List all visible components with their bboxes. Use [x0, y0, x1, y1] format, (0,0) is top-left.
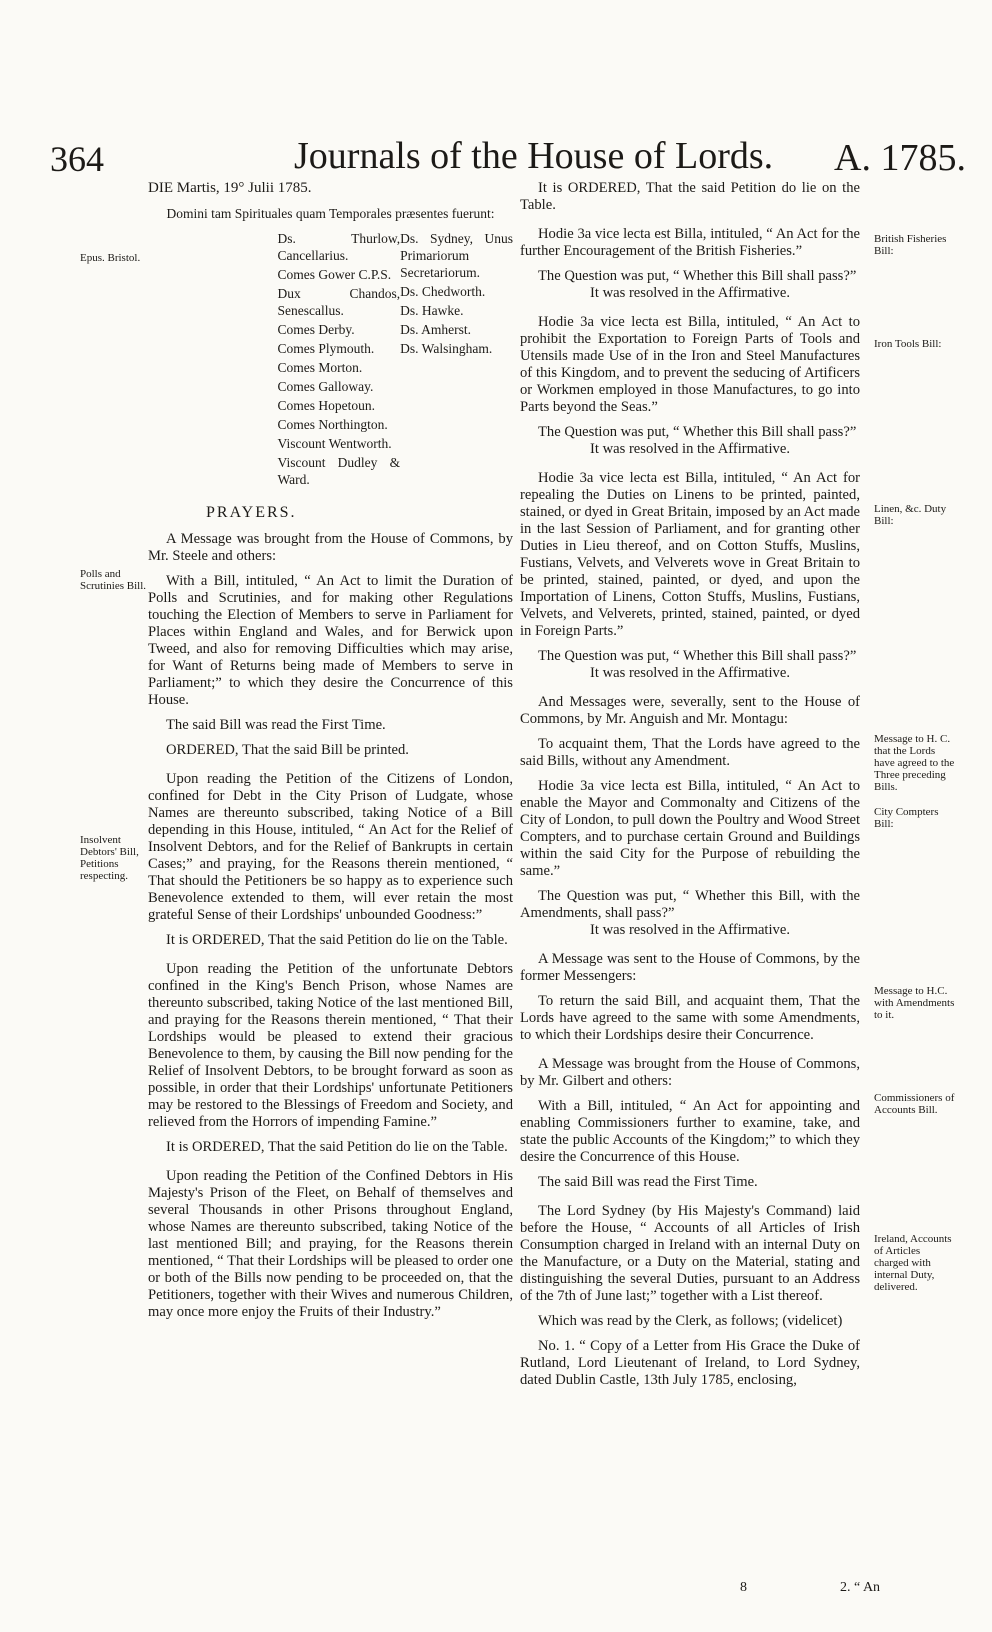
present-col-1: Ds. Thurlow, Cancellarius. Comes Gower C.P.S. Dux Chandos, Senescallus. Comes Derby. Comes Plymouth. Comes Morton. Comes Galloway. Comes Hopetoun. Comes Northington. Viscount Wentworth. Viscount Dudley & Ward. [277, 231, 401, 487]
paragraph: Upon reading the Petition of the unfortunate Debtors confined in the King's Bench Prison, whose Names are thereunto subscribed, taking Notice of the last mentioned Bill, and praying for the Reasons therein mentioned, “ That their Lordships would be pleased to extend their gracious Benevolence to them, by causing the Bill now pending for the Relief of Insolvent Debtors, to be brought forward as soon as possible, in order that their Lordships' unfortunate Petitioners may be restored to the Blessings of Freedom and Society, and relieved from the Horrors of impending Famine.” [148, 961, 513, 1130]
paragraph: And Messages were, severally, sent to the House of Commons, by Mr. Anguish and Mr. Montagu: [520, 694, 860, 727]
page-year: A. 1785. [834, 137, 966, 179]
paragraph: It is ORDERED, That the said Petition do lie on the Table. [520, 180, 860, 213]
paragraph: Hodie 3a vice lecta est Billa, intituled, “ An Act for repealing the Duties on Linens to be printed, painted, stained, or dyed in Great Britain, imposed by an Act made in the last Session of Parliament, and for granting other Duties in Lieu thereof, and on Cotton Stuffs, Muslins, Fustians, Velvets, and Velverets wove in Great Britain to be printed, stained, painted, or dyed, and upon the Importation of Linens, Cotton Stuffs, Muslins, Fustians, Velvets, and Velverets, printed, stained, painted, or dyed in Foreign Parts.” [520, 470, 860, 639]
sitting-date: DIE Martis, 19° Julii 1785. [148, 180, 312, 196]
paragraph: The Question was put, “ Whether this Bill shall pass?” [538, 424, 857, 440]
margin-note: City Compters Bill: [874, 806, 939, 830]
paragraph: To return the said Bill, and acquaint them, That the Lords have agreed to the same with some Amendments, to which their Lordships desire their Concurrence. [520, 993, 860, 1043]
signature-mark: 8 [740, 1580, 747, 1595]
paragraph: The Question was put, “ Whether this Bill shall pass?” [538, 268, 857, 284]
paragraph: The said Bill was read the First Time. [538, 1174, 758, 1190]
paragraph: It was resolved in the Affirmative. [590, 441, 790, 457]
paragraph: No. 1. “ Copy of a Letter from His Grace the Duke of Rutland, Lord Lieutenant of Ireland, to Lord Sydney, dated Dublin Castle, 13th July 1785, enclosing, [520, 1338, 860, 1388]
margin-note: Epus. Bristol. [80, 252, 141, 264]
paragraph: It was resolved in the Affirmative. [590, 285, 790, 301]
paragraph: It is ORDERED, That the said Petition do lie on the Table. [166, 1139, 508, 1155]
paragraph: Hodie 3a vice lecta est Billa, intituled, “ An Act to prohibit the Exportation to Foreign Parts of Tools and Utensils made Use of in the Iron and Steel Manufactures of this Kingdom, and to prevent the seducing of Artificers or Workmen employed in those Manufactures, to go into Parts beyond the Seas.” [520, 314, 860, 415]
paragraph: It is ORDERED, That the said Petition do lie on the Table. [166, 932, 508, 948]
prayers-heading: PRAYERS. [206, 504, 297, 521]
paragraph: The Lord Sydney (by His Majesty's Command) laid before the House, “ Accounts of all Articles of Irish Consumption charged in Ireland with an internal Duty on the Manufacture, or a Duty on the Material, stating and distinguishing the several Duties, pursuant to an Address of the 7th of June last;” together with a List thereof. [520, 1203, 860, 1304]
paragraph: Hodie 3a vice lecta est Billa, intituled, “ An Act for the further Encouragement of the British Fisheries.” [520, 226, 860, 259]
right-column [520, 180, 860, 1397]
margin-note: British Fisheries Bill: [874, 233, 947, 257]
margin-note: Message to H.C. with Amendments to it. [874, 985, 955, 1021]
left-column [148, 180, 513, 1329]
paragraph: A Message was sent to the House of Commons, by the former Messengers: [520, 951, 860, 984]
paragraph: The Question was put, “ Whether this Bill, with the Amendments, shall pass?” [520, 888, 860, 921]
page-title: Journals of the House of Lords. [294, 135, 774, 177]
paragraph: With a Bill, intituled, “ An Act for appointing and enabling Commissioners further to examine, take, and state the public Accounts of the Kingdom;” to which they desire the Concurrence of this House. [520, 1098, 860, 1165]
present-heading: Domini tam Spirituales quam Temporales præsentes fuerunt: [166, 206, 495, 221]
paragraph: Upon reading the Petition of the Confined Debtors in His Majesty's Prison of the Fleet, on Behalf of themselves and several Thousands in other Prisons throughout England, whose Names are thereunto subscribed, taking Notice of the last mentioned Bill; and praying, for the Reasons therein mentioned, “ That their Lordships will be pleased to order one or both of the Bills now pending to be proceeded on, that the Petitioners, together with their Wives and numerous Children, may once more enjoy the Fruits of their Industry.” [148, 1168, 513, 1320]
present-list [148, 230, 513, 490]
margin-note: Message to H. C. that the Lords have agreed to the Three preceding Bills. [874, 733, 955, 793]
margin-note: Commissioners of Accounts Bill. [874, 1092, 955, 1116]
present-col-2: Ds. Sydney, Unus Primariorum Secretariorum. Ds. Chedworth. Ds. Hawke. Ds. Amherst. Ds. Walsingham. [400, 231, 513, 356]
paragraph: The said Bill was read the First Time. [166, 717, 386, 733]
paragraph: With a Bill, intituled, “ An Act to limit the Duration of Polls and Scrutinies, and for making other Regulations touching the Election of Members to serve in Parliament for Places within England and Wales, and for Berwick upon Tweed, and also for removing Difficulties which may arise, for Want of Returns being made of Members to serve in Parliament;” to which they desire the Concurrence of this House. [148, 573, 513, 708]
margin-note: Polls and Scrutinies Bill. [80, 568, 146, 592]
paragraph: Upon reading the Petition of the Citizens of London, confined for Debt in the City Prison of Ludgate, whose Names are thereunto subscribed, taking Notice of a Bill depending in this House, intituled, “ An Act for the Relief of Insolvent Debtors, and for the Relief of Bankrupts in certain Cases;” and praying, for the Reasons therein mentioned, “ That should the Petitioners be so happy as to experience such Benevolence extended to them, will ever retain the most grateful Sense of their Lordships' unbounded Goodness:” [148, 771, 513, 923]
margin-note: Ireland, Accounts of Articles charged with internal Duty, delivered. [874, 1233, 952, 1293]
paragraph: A Message was brought from the House of Commons, by Mr. Steele and others: [148, 531, 513, 564]
paragraph: A Message was brought from the House of Commons, by Mr. Gilbert and others: [520, 1056, 860, 1089]
paragraph: To acquaint them, That the Lords have agreed to the said Bills, without any Amendment. [520, 736, 860, 769]
paragraph: It was resolved in the Affirmative. [590, 922, 790, 938]
page-number: 364 [50, 139, 104, 179]
paragraph: Which was read by the Clerk, as follows; (videlicet) [538, 1313, 843, 1329]
margin-note: Linen, &c. Duty Bill: [874, 503, 947, 527]
margin-note: Insolvent Debtors' Bill, Petitions respecting. [80, 834, 139, 882]
margin-note: Iron Tools Bill: [874, 338, 942, 350]
paragraph: The Question was put, “ Whether this Bill shall pass?” [538, 648, 857, 664]
paragraph: It was resolved in the Affirmative. [590, 665, 790, 681]
catchword: 2. “ An [840, 1580, 881, 1595]
paragraph: ORDERED, That the said Bill be printed. [166, 742, 409, 758]
paragraph: Hodie 3a vice lecta est Billa, intituled, “ An Act to enable the Mayor and Commonalty and Citizens of the City of London, to pull down the Poultry and Wood Street Compters, and to purchase certain Ground and Buildings within the said City for the Purpose of rebuilding the same.” [520, 778, 860, 879]
